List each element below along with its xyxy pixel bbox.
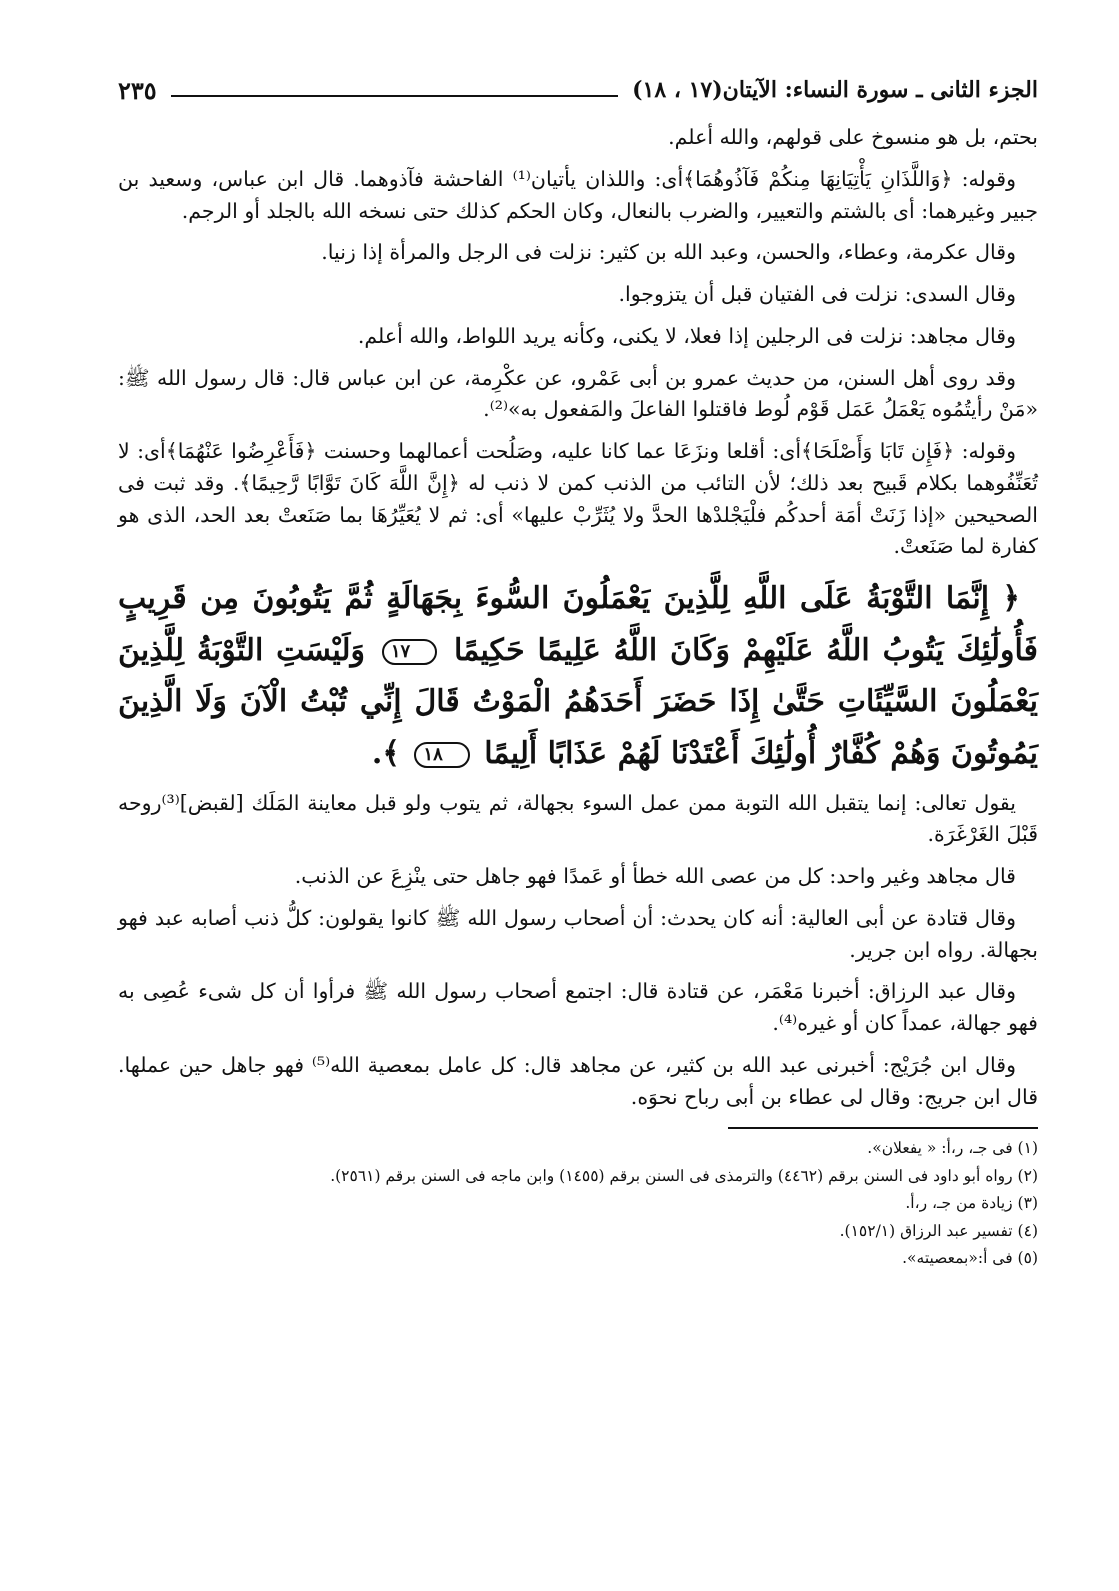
paragraph: وقال عبد الرزاق: أخبرنا مَعْمَر، عن قتادة قال: اجتمع أصحاب رسول الله ﷺ فرأوا أن كل شىء عُصِى به فهو جهالة، عمداً كان أو غيره⁽⁴⁾. <box>118 979 1038 1036</box>
quran-verse <box>118 573 1038 779</box>
header-title: الجزء الثانى ـ سورة النساء: الآيتان(١٧ ، ١٨) <box>632 77 1038 103</box>
paragraph: وقال مجاهد: نزلت فى الرجلين إذا فعلا، لا يكنى، وكأنه يريد اللواط، والله أعلم. <box>357 323 1016 348</box>
footnote: (٢) رواه أبو داود فى السنن برقم (٤٤٦٢) والترمذى فى السنن برقم (١٤٥٥) وابن ماجه فى السنن برقم (٢٥٦١). <box>330 1166 1038 1185</box>
page-number: ٢٣٥ <box>118 75 157 105</box>
verse-text: ﴿ إِنَّمَا التَّوْبَةُ عَلَى اللَّهِ لِلَّذِينَ يَعْمَلُونَ السُّوءَ بِجَهَالَةٍ ثُمَّ يَتُوبُونَ مِن قَرِيبٍ فَأُولَٰئِكَ يَتُوبُ اللَّهُ عَلَيْهِمْ وَكَانَ اللَّهُ عَلِيمًا حَكِيمًا <box>118 581 1038 668</box>
footnote-divider <box>728 1127 1038 1129</box>
ayah-number-badge: ١٨ <box>414 742 469 768</box>
paragraph: وقال عكرمة، وعطاء، والحسن، وعبد الله بن كثير: نزلت فى الرجل والمرأة إذا زنيا. <box>321 240 1016 265</box>
footnotes <box>118 1137 1038 1269</box>
ayah-number-badge: ١٧ <box>382 639 437 665</box>
footnote: (٥) فى أ:«بمعصيته». <box>902 1249 1038 1268</box>
paragraph: وقوله: ﴿فَإِن تَابَا وَأَصْلَحَا﴾أى: أقلعا ونزَعَا عما كانا عليه، وصَلُحت أعمالهما وحسنت ﴿فَأَعْرِضُوا عَنْهُمَا﴾أى: لا تُعَنِّفُوهما بكلام قَبيح بعد ذلك؛ لأن التائب من الذنب كمن لا ذنب له ﴿إِنَّ اللَّهَ كَانَ تَوَّابًا رَّحِيمًا﴾. وقد ثبت فى الصحيحين «إذا زَنَتْ أمَة أحدكُم فلْيَجْلدْها الحدَّ ولا يُثَرِّبْ عليها» أى: ثم لا يُعَيِّرُهَا بما صَنَعتْ بعد الحد، الذى هو كفارة لما صَنَعتْ. <box>118 439 1038 559</box>
footnote: (٣) زيادة من جـ، ر،أ. <box>905 1194 1038 1213</box>
paragraph: وقد روى أهل السنن، من حديث عمرو بن أبى عَمْرو، عن عكْرِمة، عن ابن عباس قال: قال رسول الله ﷺ: «مَنْ رأيتُمُوه يَعْمَلُ عَمَل قَوْم لُوط فاقتلوا الفاعلَ والمَفعول به»⁽²⁾. <box>118 365 1038 422</box>
header-rule <box>171 95 618 97</box>
paragraph: قال مجاهد وغير واحد: كل من عصى الله خطأ أو عَمدًا فهو جاهل حتى ينْزِعَ عن الذنب. <box>294 864 1016 889</box>
verse-text: وَلَيْسَتِ التَّوْبَةُ لِلَّذِينَ يَعْمَلُونَ السَّيِّئَاتِ حَتَّىٰ إِذَا حَضَرَ أَحَدَهُمُ الْمَوْتُ قَالَ إِنِّي تُبْتُ الْآنَ وَلَا الَّذِينَ يَمُوتُونَ وَهُمْ كُفَّارٌ أُولَٰئِكَ أَعْتَدْنَا لَهُمْ عَذَابًا أَلِيمًا <box>118 632 1038 771</box>
paragraph: وقال ابن جُرَيْج: أخبرنى عبد الله بن كثير، عن مجاهد قال: كل عامل بمعصية الله⁽⁵⁾ فهو جاهل حين عملها. قال ابن جريج: وقال لى عطاء بن أبى رباح نحوَه. <box>118 1052 1038 1109</box>
footnote: (٤) تفسير عبد الرزاق (١٥٢/١). <box>839 1221 1038 1240</box>
paragraph: وقال قتادة عن أبى العالية: أنه كان يحدث: أن أصحاب رسول الله ﷺ كانوا يقولون: كلُّ ذنب أصابه عبد فهو بجهالة. رواه ابن جرير. <box>118 905 1038 962</box>
verse-end-bracket: ﴾. <box>371 735 400 771</box>
paragraph: وقوله: ﴿وَاللَّذَانِ يَأْتِيَانِهَا مِنكُمْ فَآذُوهُمَا﴾أى: واللذان يأتيان⁽¹⁾ الفاحشة فآذوهما. قال ابن عباس، وسعيد بن جبير وغيرهما: أى بالشتم والتعيير، والضرب بالنعال، وكان الحكم كذلك حتى نسخه الله بالجلد أو الرجم. <box>118 166 1038 223</box>
book-page <box>118 70 1038 1570</box>
running-header <box>118 70 1038 110</box>
paragraph: بحتم، بل هو منسوخ على قولهم، والله أعلم. <box>668 125 1038 149</box>
footnote: (١) فى جـ، ر،أ: « يفعلان». <box>867 1139 1038 1158</box>
paragraph: يقول تعالى: إنما يتقبل الله التوبة ممن عمل السوء بجهالة، ثم يتوب ولو قبل معاينة المَلَك [لقبض]⁽³⁾روحه قَبْلَ الغَرْغَرَة. <box>118 790 1038 847</box>
paragraph: وقال السدى: نزلت فى الفتيان قبل أن يتزوجوا. <box>618 282 1016 307</box>
